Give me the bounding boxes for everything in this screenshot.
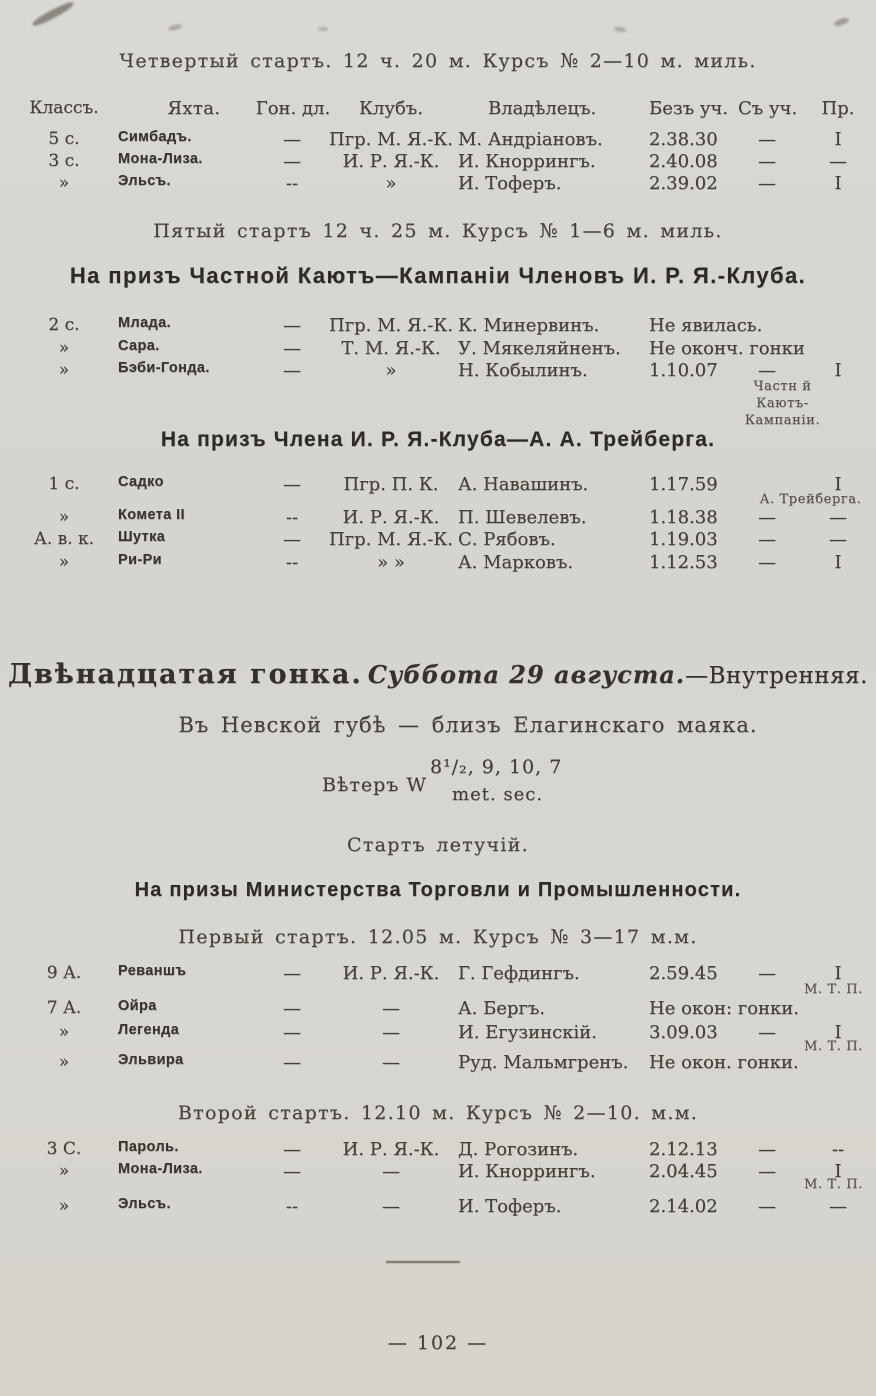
club-cell: —	[382, 1196, 400, 1217]
class-cell: »	[58, 1161, 70, 1181]
table-row	[0, 315, 876, 337]
prize-cell: —	[829, 529, 847, 550]
owner-cell: И. Кноррингъ.	[458, 151, 596, 172]
handicap-cell: —	[283, 1161, 301, 1182]
prize-cell: I	[834, 360, 842, 381]
page-number: — 102 —	[387, 1332, 489, 1354]
class-cell: »	[58, 173, 70, 193]
note-line: Кампаніи.	[744, 413, 821, 428]
yacht-name: Эльсъ.	[118, 1196, 171, 1212]
club-cell: Пгр. М. Я.-К.	[329, 129, 453, 150]
wind-values: 8¹/₂, 9, 10, 7	[430, 756, 563, 778]
prize-cell: I	[834, 552, 842, 573]
prize-cell: I	[834, 963, 842, 984]
owner-cell: И. Тоферъ.	[458, 173, 562, 194]
time-no-allowance-cell: 2.59.45	[649, 963, 718, 984]
prize-cell: I	[834, 474, 842, 495]
table-row	[0, 129, 876, 151]
owner-cell: У. Мякеляйненъ.	[458, 338, 621, 359]
yacht-name: Садко	[118, 474, 164, 490]
class-cell: 5 с.	[48, 129, 80, 149]
time-no-allowance-cell: 1.10.07	[649, 360, 718, 381]
owner-cell: П. Шевелевъ.	[458, 507, 587, 528]
time-no-allowance-cell: Не окон: гонки.	[649, 998, 800, 1019]
class-cell: »	[58, 1052, 70, 1072]
table-row	[0, 529, 876, 551]
club-cell: И. Р. Я.-К.	[342, 507, 440, 528]
table-row	[0, 1139, 876, 1161]
table-row	[0, 1022, 876, 1044]
owner-cell: А. Марковъ.	[458, 552, 574, 573]
prize-note-treyberg: А. Трейберга.	[759, 492, 862, 507]
header-club: Клубъ.	[359, 98, 423, 119]
scan-artifact	[614, 26, 627, 33]
prize-cell: I	[834, 173, 842, 194]
club-cell: —	[382, 1022, 400, 1043]
owner-cell: М. Андріановъ.	[458, 129, 603, 150]
time-with-allowance-cell: —	[758, 963, 776, 984]
owner-cell: К. Минервинъ.	[458, 315, 600, 336]
race-title-bold: Двѣнадцатая гонка.	[8, 659, 363, 690]
time-no-allowance-cell: 2.39.02	[649, 173, 718, 194]
header-time-with-allowance: Съ уч.	[738, 98, 798, 119]
owner-cell: С. Рябовъ.	[458, 529, 556, 550]
table-row	[0, 998, 876, 1020]
yacht-name: Симбадъ.	[118, 129, 192, 145]
class-cell: 2 с.	[48, 315, 80, 335]
handicap-cell: —	[283, 474, 301, 495]
yacht-name: Эльсъ.	[118, 173, 171, 189]
yacht-name: Ри-Ри	[118, 552, 162, 568]
handicap-cell: —	[283, 1022, 301, 1043]
table-row	[0, 963, 876, 985]
club-cell: »	[385, 173, 397, 194]
time-no-allowance-cell: 2.38.30	[649, 129, 718, 150]
start-type: Стартъ летучій.	[346, 834, 530, 856]
handicap-cell: —	[283, 998, 301, 1019]
yacht-name: Мона-Лиза.	[118, 151, 203, 167]
owner-cell: А. Навашинъ.	[458, 474, 589, 495]
race-title	[0, 659, 876, 690]
handicap-cell: --	[285, 507, 299, 528]
time-with-allowance-cell: —	[758, 1139, 776, 1160]
prize-cell: I	[834, 129, 842, 150]
owner-cell: Н. Кобылинъ.	[458, 360, 588, 381]
club-cell: —	[382, 998, 400, 1019]
class-cell: 1 с.	[48, 474, 80, 494]
time-with-allowance-cell: —	[758, 1161, 776, 1182]
handicap-cell: —	[283, 529, 301, 550]
handicap-cell: --	[285, 173, 299, 194]
club-cell: И. Р. Я.-К.	[342, 963, 440, 984]
prize-heading-ministry: На призы Министерства Торговли и Промышленности.	[134, 879, 742, 901]
class-cell: »	[58, 552, 70, 572]
prize-note-mtp: М. Т. П.	[804, 1177, 863, 1192]
table-row	[0, 1052, 876, 1074]
table-row	[0, 338, 876, 360]
time-with-allowance-cell: —	[758, 129, 776, 150]
yacht-name: Реваншъ	[118, 963, 187, 979]
time-no-allowance-cell: 1.18.38	[649, 507, 718, 528]
start1-heading: Первый стартъ. 12.05 м. Курсъ № 3—17 м.м.	[178, 926, 698, 948]
wind-units: met. sec.	[452, 784, 544, 805]
class-cell: 3 с.	[48, 151, 80, 171]
race-title-date: Суббота 29 августа.	[367, 660, 686, 689]
class-cell: »	[58, 1196, 70, 1216]
table-row	[0, 173, 876, 195]
table-row	[0, 474, 876, 496]
yacht-name: Легенда	[118, 1022, 180, 1038]
club-cell: Пгр. М. Я.-К.	[329, 529, 453, 550]
yacht-name: Эльвира	[118, 1052, 184, 1068]
time-no-allowance-cell: 2.14.02	[649, 1196, 718, 1217]
club-cell: » »	[377, 552, 405, 573]
club-cell: Пгр. М. Я.-К.	[329, 315, 453, 336]
scan-artifact	[168, 23, 183, 31]
club-cell: Т. М. Я.-К.	[341, 338, 441, 359]
header-handicap: Гон. дл.	[255, 98, 331, 119]
yacht-name: Комета II	[118, 507, 185, 523]
time-with-allowance-cell: —	[758, 1022, 776, 1043]
class-cell: »	[58, 338, 70, 358]
prize-note-kayut-kampaniya	[700, 378, 865, 429]
club-cell: »	[385, 360, 397, 381]
race-location: Въ Невской губѣ — близъ Елагинскаго маяка.	[178, 713, 758, 737]
class-cell: 7 А.	[46, 998, 82, 1018]
owner-cell: Д. Рогозинъ.	[458, 1139, 579, 1160]
time-no-allowance-cell: 3.09.03	[649, 1022, 718, 1043]
table-row	[0, 1161, 876, 1183]
yacht-name: Ойра	[118, 998, 157, 1014]
time-no-allowance-cell: 1.12.53	[649, 552, 718, 573]
handicap-cell: —	[283, 315, 301, 336]
scan-artifact	[833, 17, 849, 28]
time-with-allowance-cell: —	[758, 552, 776, 573]
time-no-allowance-cell: 2.04.45	[649, 1161, 718, 1182]
header-owner: Владѣлецъ.	[488, 98, 597, 119]
time-with-allowance-cell: —	[758, 507, 776, 528]
scan-artifact	[31, 0, 75, 28]
owner-cell: Г. Гефдингъ.	[458, 963, 580, 984]
handicap-cell: --	[285, 552, 299, 573]
wind-label: Вѣтеръ W	[322, 774, 427, 796]
club-cell: —	[382, 1161, 400, 1182]
yacht-name: Млада.	[118, 315, 172, 331]
section-divider	[386, 1261, 460, 1263]
time-with-allowance-cell: —	[758, 360, 776, 381]
time-no-allowance-cell: Не явилась.	[649, 315, 763, 336]
prize-cell: —	[829, 507, 847, 528]
prize-cell: --	[831, 1139, 845, 1160]
club-cell: —	[382, 1052, 400, 1073]
start5-heading: Пятый стартъ 12 ч. 25 м. Курсъ № 1—6 м. миль.	[153, 220, 723, 242]
time-with-allowance-cell: —	[758, 173, 776, 194]
prize-cell: I	[834, 1022, 842, 1043]
prize-cell: —	[829, 1196, 847, 1217]
club-cell: И. Р. Я.-К.	[342, 1139, 440, 1160]
yacht-name: Мона-Лиза.	[118, 1161, 203, 1177]
handicap-cell: —	[283, 1052, 301, 1073]
note-line: Каютъ-	[756, 396, 809, 411]
prize-heading-kayut-kampaniya: На призъ Частной Каютъ—Кампаніи Членовъ И. Р. Я.-Клуба.	[69, 263, 807, 288]
prize-note-mtp: М. Т. П.	[804, 1039, 863, 1054]
table-row	[0, 552, 876, 574]
class-cell: »	[58, 360, 70, 380]
header-prize: Пр.	[821, 98, 855, 119]
table-row	[0, 151, 876, 173]
owner-cell: И. Егузинскій.	[458, 1022, 597, 1043]
header-time-no-allowance: Безъ уч.	[649, 98, 729, 119]
time-no-allowance-cell: 2.12.13	[649, 1139, 718, 1160]
header-class: Классъ.	[29, 98, 99, 118]
start2-heading: Второй стартъ. 12.10 м. Курсъ № 2—10. м.м.	[177, 1102, 699, 1124]
time-no-allowance-cell: 1.19.03	[649, 529, 718, 550]
yacht-name: Шутка	[118, 529, 166, 545]
owner-cell: И. Тоферъ.	[458, 1196, 562, 1217]
class-cell: »	[58, 1022, 70, 1042]
time-no-allowance-cell: 2.40.08	[649, 151, 718, 172]
table-row	[0, 507, 876, 529]
class-cell: 9 А.	[46, 963, 82, 983]
time-with-allowance-cell: —	[758, 529, 776, 550]
class-cell: 3 С.	[46, 1139, 82, 1159]
prize-heading-treyberg: На призъ Члена И. Р. Я.-Клуба—А. А. Трейберга.	[160, 428, 716, 451]
handicap-cell: --	[285, 1196, 299, 1217]
handicap-cell: —	[283, 151, 301, 172]
table-header-row	[0, 98, 876, 120]
time-no-allowance-cell: Не окон. гонки.	[649, 1052, 799, 1073]
time-with-allowance-cell: —	[758, 1196, 776, 1217]
handicap-cell: —	[283, 360, 301, 381]
prize-cell: —	[829, 151, 847, 172]
start4-heading: Четвертый стартъ. 12 ч. 20 м. Курсъ № 2—10 м. миль.	[119, 50, 757, 72]
class-cell: »	[58, 507, 70, 527]
handicap-cell: —	[283, 1139, 301, 1160]
race-title-tail: —Внутренняя.	[685, 663, 868, 689]
class-cell: А. в. к.	[33, 529, 95, 549]
handicap-cell: —	[283, 338, 301, 359]
owner-cell: Руд. Мальмгренъ.	[458, 1052, 629, 1073]
yacht-name: Бэби-Гонда.	[118, 360, 210, 376]
note-line: Частн й	[753, 379, 812, 394]
owner-cell: И. Кноррингъ.	[458, 1161, 596, 1182]
handicap-cell: —	[283, 963, 301, 984]
prize-cell: I	[834, 1161, 842, 1182]
scan-artifact	[318, 27, 328, 31]
header-yacht: Яхта.	[167, 98, 221, 119]
club-cell: И. Р. Я.-К.	[342, 151, 440, 172]
owner-cell: А. Бергъ.	[458, 998, 546, 1019]
prize-note-mtp: М. Т. П.	[804, 982, 863, 997]
yacht-name: Пароль.	[118, 1139, 179, 1155]
club-cell: Пгр. П. К.	[343, 474, 439, 495]
yacht-name: Сара.	[118, 338, 160, 354]
time-no-allowance-cell: 1.17.59	[649, 474, 718, 495]
time-no-allowance-cell: Не оконч. гонки	[649, 338, 805, 359]
handicap-cell: —	[283, 129, 301, 150]
table-row	[0, 1196, 876, 1218]
time-with-allowance-cell: —	[758, 151, 776, 172]
